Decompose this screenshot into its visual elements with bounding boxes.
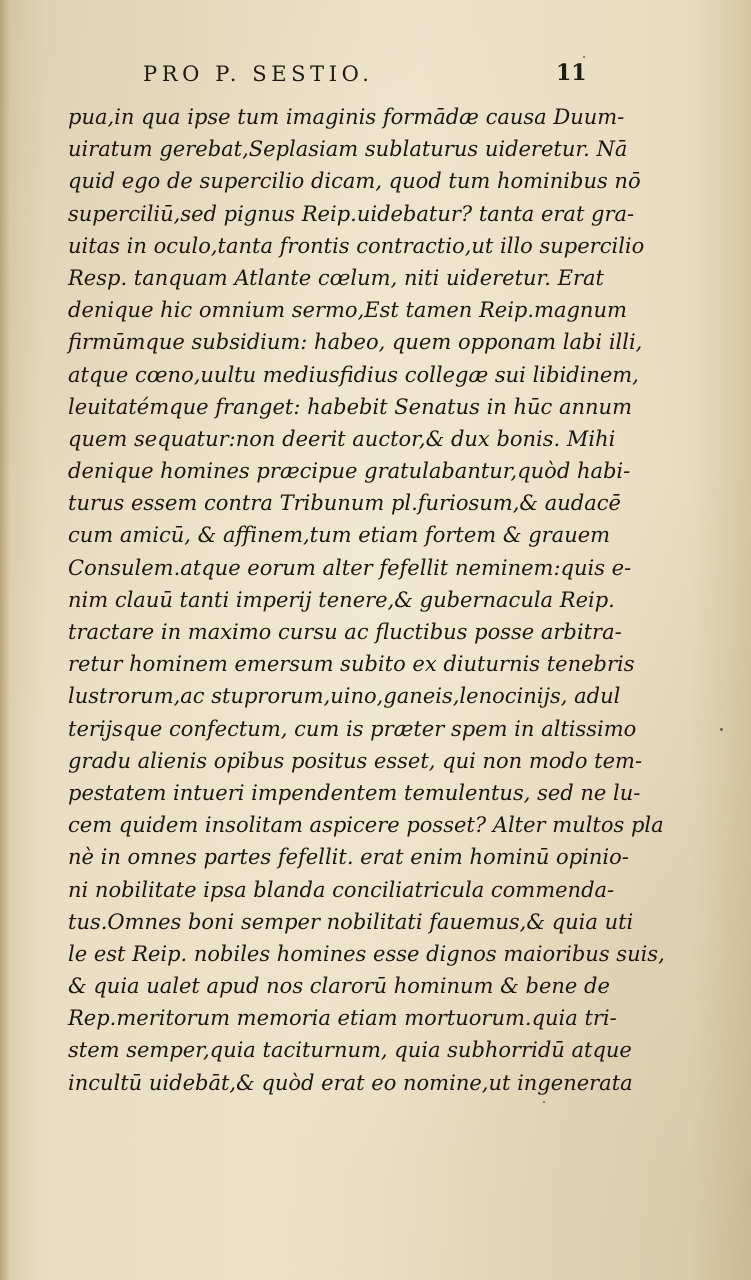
paper-speck	[583, 56, 585, 58]
text-line: cem quidem insolitam aspicere posset? Alter multos pla	[68, 813, 664, 838]
text-line: gradu alienis opibus positus esset, qui non modo tem-	[68, 748, 643, 773]
text-line: tractare in maximo cursu ac fluctibus posse arbitra-	[68, 620, 622, 644]
text-line: denique homines præcipue gratulabantur,quòd habi-	[68, 459, 631, 484]
text-line: superciliū,sed pignus Reip.uidebatur? tanta erat gra-	[68, 201, 635, 226]
text-line: pua,in qua ipse tum imaginis formādæ causa Duum-	[68, 105, 625, 129]
text-line: cum amicū, & affinem,tum etiam fortem & grauem	[68, 523, 611, 548]
text-line: firmūmque subsidium: habeo, quem opponam labi illi,	[68, 330, 643, 355]
page-number: 11	[556, 60, 587, 86]
text-line: uiratum gerebat,Seplasiam sublaturus uideretur. Nā	[68, 137, 628, 162]
text-line: nim clauū tanti imperij tenere,& gubernacula Reip.	[68, 587, 615, 612]
text-line: quid ego de supercilio dicam, quod tum hominibus nō	[68, 169, 641, 194]
text-line: terijsque confectum, cum is præter spem in altissimo	[68, 716, 637, 741]
text-line: Resp. tanquam Atlante cœlum, niti uideretur. Erat	[68, 265, 604, 290]
text-line: retur hominem emersum subito ex diuturnis tenebris	[68, 652, 635, 677]
text-line: pestatem intueri impendentem temulentus, sed ne lu-	[68, 780, 641, 805]
text-line: Consulem.atque eorum alter fefellit neminem:quis e-	[68, 555, 632, 580]
text-line: atque cœno,uultu mediusfidius collegæ sui libidinem,	[68, 362, 639, 387]
text-line: & quia ualet apud nos clarorū hominum & bene de	[68, 974, 610, 999]
text-line: lustrorum,ac stuprorum,uino,ganeis,lenocinijs, adul	[68, 684, 621, 709]
text-line: stem semper,quia taciturnum, quia subhorridū atque	[68, 1038, 632, 1063]
text-line: leuitatémque franget: habebit Senatus in hūc annum	[68, 394, 632, 419]
text-line: uitas in oculo,tanta frontis contractio,ut illo supercilio	[68, 233, 645, 258]
text-line: ni nobilitate ipsa blanda conciliatricula commenda-	[68, 877, 615, 902]
text-line: tus.Omnes boni semper nobilitati fauemus,& quia uti	[68, 909, 634, 934]
text-line: quem sequatur:non deerit auctor,& dux bonis. Mihi	[68, 426, 616, 451]
paper-speck	[720, 728, 723, 731]
paper-speck	[543, 1101, 545, 1103]
body-text	[68, 101, 665, 1099]
text-line: nè in omnes partes fefellit. erat enim hominū opinio-	[68, 845, 629, 870]
text-line: incultū uidebāt,& quòd erat eo nomine,ut ingenerata	[68, 1070, 633, 1095]
text-line: le est Reip. nobiles homines esse dignos maioribus suis,	[68, 941, 665, 966]
page-edge-shadow	[0, 0, 10, 1280]
text-line: turus essem contra Tribunum pl.furiosum,& audacē	[68, 491, 621, 516]
text-line: denique hic omnium sermo,Est tamen Reip.magnum	[68, 298, 627, 323]
text-line: Rep.meritorum memoria etiam mortuorum.quia tri-	[68, 1006, 617, 1031]
running-title: PRO P. SESTIO.	[143, 62, 374, 86]
